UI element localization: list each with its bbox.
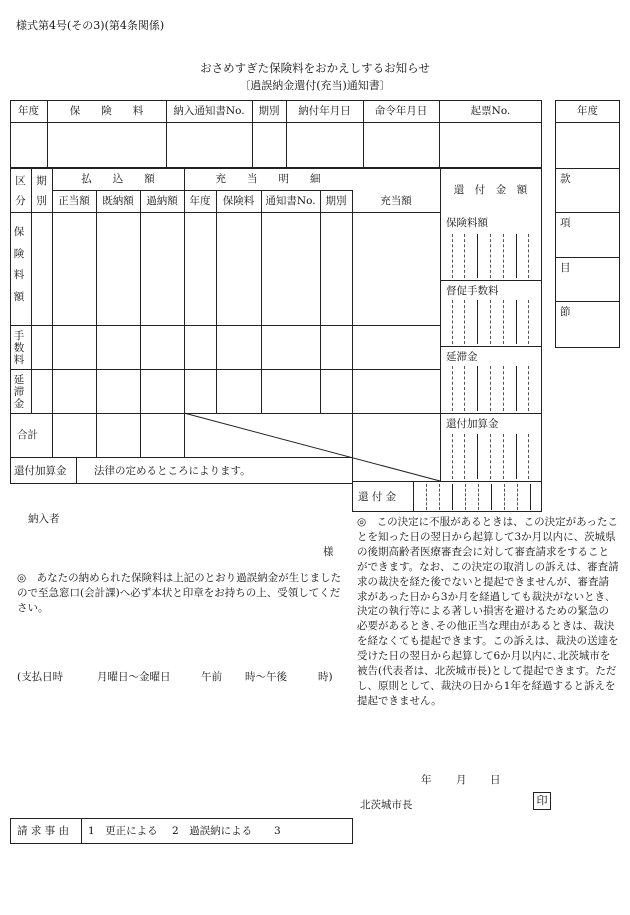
row-label-hokenryo: 保険料額 — [13, 226, 25, 303]
side-kou: 項 — [560, 217, 571, 229]
head-ki: 期 — [36, 175, 47, 187]
notice-right: ◎ この決定に不服があるときは、この決定があったことを知った日の翌日から起算して3か月以内に、茨城県の後期高齢者医療審査会に対して審査請求をすることができます。なお、この決定の取消しの訴えは、審査請求の裁決を経た後でないと提起できませんが、審査請求があった日から3か月を経過しても裁決がないとき､決定の執行等による著しい損害を避けるための緊急の必要があるとき､その他正当な理由があるときは、裁決を経なくても提起できます。この訴えは、裁決の送達を受けた日の翌日から起算して6か月以内に､北茨城市を被告(代表者は、北茨城市長)として提起できます。ただし、原則として、裁決の日から1年を経過すると訴えを提起できません。 — [357, 516, 619, 707]
form-number: 様式第4号(その3)(第4条関係) — [16, 19, 165, 32]
head-seito: 正当額 — [58, 195, 90, 207]
head-kanou: 過納額 — [146, 195, 178, 207]
request-option-2: 2 過誤納による — [172, 825, 253, 837]
request-label: 請 求 事 由 — [17, 825, 70, 837]
refund-tokusoku-label: 督促手数料 — [446, 285, 499, 297]
seal-mark: 印 — [533, 792, 551, 810]
head-kanpu-kingaku: 還 付 金 額 — [453, 184, 528, 196]
head-haraikomi: 払 込 額 — [81, 173, 155, 185]
col-reiwa-date: 命令年月日 — [374, 105, 428, 117]
request-option-1: 1 更正による — [88, 825, 158, 837]
mayor-name: 北茨城市長 — [360, 799, 413, 811]
notice-left: ◎ あなたの納められた保険料は上記のとおり過誤納金が生じましたので至急窓口(会計課)へ必ず本状と印章をお持ちの上、受領してください。 — [17, 572, 342, 614]
payment-time-a: (支払日時 — [17, 671, 64, 683]
head-nendo: 年度 — [189, 195, 211, 207]
head-betsu: 別 — [36, 195, 47, 207]
payment-time-d: 時～午後 — [245, 671, 287, 683]
head-kibetsu: 期別 — [325, 195, 347, 207]
head-juto-meisai: 充 当 明 細 — [215, 173, 321, 185]
refund-entaikin-label: 延滞金 — [446, 351, 478, 363]
col-kihyo-no: 起票No. — [470, 105, 511, 117]
col-kibetsu: 期別 — [258, 105, 280, 117]
date-year: 年 — [421, 774, 432, 786]
head-kubun: 区 — [15, 175, 26, 187]
kanpukin-label: 還 付 金 — [358, 491, 397, 503]
kanpu-kasan-text: 法律の定めるところによります。 — [94, 465, 251, 477]
head-hokenryo: 保険料 — [222, 195, 255, 207]
request-option-3: 3 — [274, 825, 281, 837]
col-notice-no: 納入通知書No. — [173, 105, 245, 117]
page-title: おさめすぎた保険料をおかえしするお知らせ — [200, 61, 430, 75]
head-kinou: 既納額 — [102, 195, 134, 207]
row-label-tesuryo: 手数料 — [13, 330, 25, 367]
kanpu-kasan-label: 還付加算金 — [14, 465, 67, 477]
payer-label: 納入者 — [28, 513, 60, 525]
payment-time-b: 月曜日～金曜日 — [97, 671, 171, 683]
col-hokenryo: 保 険 料 — [69, 105, 144, 117]
row-label-entaikin: 延滞金 — [13, 374, 25, 411]
date-day: 日 — [490, 774, 501, 786]
side-setsu: 節 — [560, 306, 571, 318]
date-month: 月 — [456, 774, 467, 786]
refund-kasan-label: 還付加算金 — [446, 418, 499, 430]
head-notice-no: 通知書No. — [265, 195, 316, 207]
payment-time-e: 時) — [318, 671, 333, 683]
payment-time-c: 午前 — [201, 671, 222, 683]
col-nendo: 年度 — [18, 105, 39, 117]
side-nendo: 年度 — [577, 105, 598, 117]
head-juto-gaku: 充当額 — [380, 195, 412, 207]
side-moku: 目 — [560, 262, 571, 274]
row-label-total: 合計 — [17, 429, 38, 441]
refund-hokenryo-label: 保険料額 — [446, 217, 488, 229]
payer-sama: 様 — [323, 546, 334, 558]
side-kan: 款 — [560, 173, 571, 185]
col-payment-date: 納付年月日 — [298, 105, 351, 117]
page-subtitle: 〔過誤納金還付(充当)通知書〕 — [239, 79, 391, 92]
head-kubun2: 分 — [15, 195, 26, 207]
